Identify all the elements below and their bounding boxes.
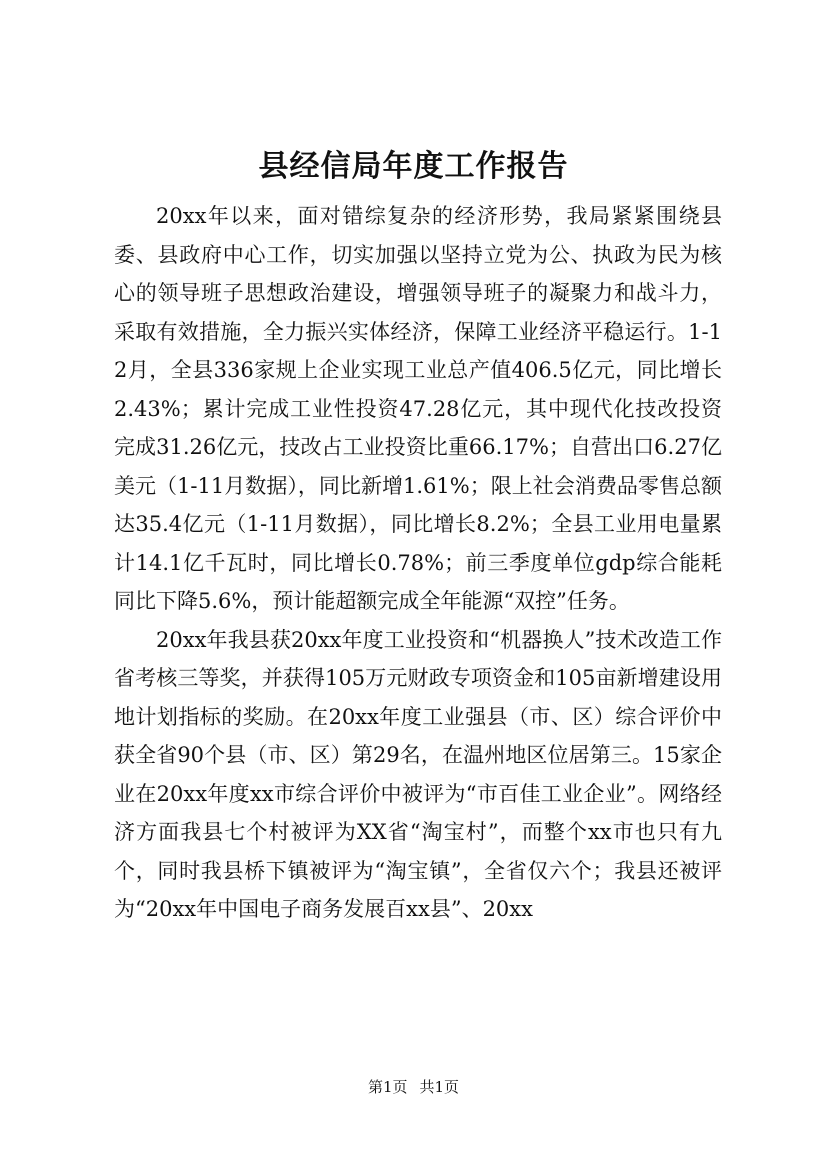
page-number: 第1页 [367,1078,408,1096]
page-footer [0,1077,827,1097]
page-total: 共1页 [419,1078,460,1096]
paragraph-2: 20xx年我县获20xx年度工业投资和“机器换人”技术改造工作省考核三等奖，并获得105万元财政专项资金和105亩新增建设用地计划指标的奖励。在20xx年度工业强县（市、区）综合评价中获全省90个县（市、区）第29名，在温州地区位居第三。15家企业在20xx年度xx市综合评价中被评为“市百佳工业企业”。网络经济方面我县七个村被评为XX省“淘宝村”，而整个xx市也只有九个，同时我县桥下镇被评为“淘宝镇”，全省仅六个；我县还被评为“20xx年中国电子商务发展百xx县”、20xx [114,627,722,921]
document-body [114,197,722,929]
page-title: 县经信局年度工作报告 [258,149,569,184]
paragraph-1: 20xx年以来，面对错综复杂的经济形势，我局紧紧围绕县委、县政府中心工作，切实加强以坚持立党为公、执政为民为核心的领导班子思想政治建设，增强领导班子的凝聚力和战斗力，采取有效措施，全力振兴实体经济，保障工业经济平稳运行。1-12月，全县336家规上企业实现工业总产值406.5亿元，同比增长2.43%；累计完成工业性投资47.28亿元，其中现代化技改投资完成31.26亿元，技改占工业投资比重66.17%；自营出口6.27亿美元（1-11月数据），同比新增1.61%；限上社会消费品零售总额达35.4亿元（1-11月数据），同比增长8.2%；全县工业用电量累计14.1亿千瓦时，同比增长0.78%；前三季度单位gdp综合能耗同比下降5.6%，预计能超额完成全年能源“双控”任务。 [114,204,722,613]
